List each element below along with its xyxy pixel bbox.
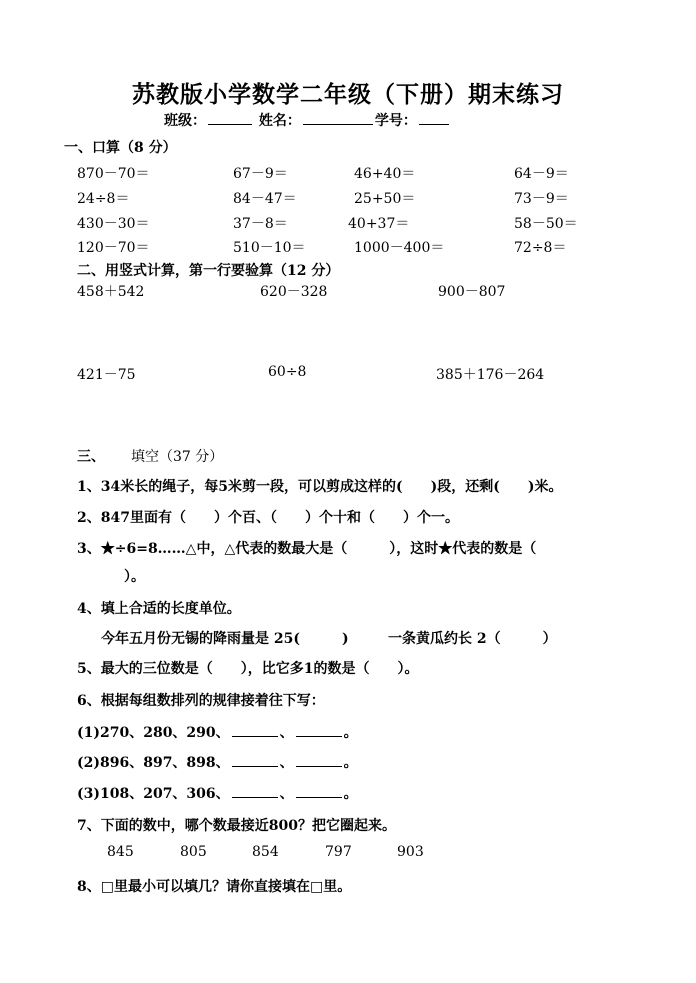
section1-heading: 一、口算（8 分）	[64, 140, 177, 156]
calc-item: 72÷8＝	[514, 240, 567, 256]
question-1: 1、34米长的绳子，每5米剪一段，可以剪成这样的( )段，还剩( )米。	[77, 479, 563, 495]
question-7: 7、下面的数中，哪个数最接近800？把它圈起来。	[77, 818, 396, 834]
sequence-blank[interactable]	[296, 724, 342, 737]
section3-heading-text: 填空（37 分）	[131, 449, 224, 465]
calc-item: 870－70＝	[77, 166, 150, 182]
sequence-1-start: (1)270、280、290、	[77, 725, 230, 741]
name-blank[interactable]	[303, 112, 373, 125]
class-label: 班级：	[164, 113, 206, 129]
question-2: 2、847里面有（ ）个百、（ ）个十和（ ）个一。	[77, 510, 459, 526]
question-5: 5、最大的三位数是（ ），比它多1的数是（ ）。	[77, 661, 419, 677]
sequence-1	[77, 722, 358, 742]
calc-item: 430－30＝	[77, 216, 150, 232]
vertical-calc-item: 620－328	[260, 284, 328, 300]
vertical-calc-item: 421－75	[77, 367, 136, 383]
sequence-separator: 、	[279, 755, 294, 771]
choice-number[interactable]: 805	[180, 844, 207, 860]
calc-item: 24÷8＝	[77, 191, 130, 207]
sequence-3-start: (3)108、207、306、	[77, 786, 230, 802]
question-3: 3、★÷6=8……△中，△代表的数最大是（ ），这时★代表的数是（	[77, 541, 537, 557]
calc-item: 40+37＝	[348, 216, 410, 232]
vertical-calc-item: 385＋176－264	[436, 367, 545, 383]
question-4-part-b: 一条黄瓜约长 2（ ）	[388, 631, 557, 647]
question-8: 8、□里最小可以填几？请你直接填在□里。	[77, 879, 352, 895]
student-info-line	[164, 110, 451, 130]
name-label: 姓名：	[258, 113, 301, 129]
calc-item: 510－10＝	[233, 240, 306, 256]
sequence-separator: 、	[279, 786, 294, 802]
sequence-2-start: (2)896、897、898、	[77, 755, 230, 771]
vertical-calc-item: 458＋542	[77, 284, 145, 300]
sequence-blank[interactable]	[232, 724, 278, 737]
calc-item: 64－9＝	[514, 166, 569, 182]
question-3-continued: ）。	[124, 569, 145, 585]
section3-heading-number: 三、	[77, 449, 105, 465]
question-6: 6、根据每组数排列的规律接着往下写：	[77, 693, 325, 709]
calc-item: 84－47＝	[233, 191, 297, 207]
question-4: 4、填上合适的长度单位。	[77, 601, 241, 617]
choice-number[interactable]: 845	[107, 844, 134, 860]
calc-item: 1000－400＝	[354, 240, 445, 256]
calc-item: 37－8＝	[233, 216, 288, 232]
page-title: 苏教版小学数学二年级（下册）期末练习	[132, 81, 564, 108]
calc-item: 120－70＝	[77, 240, 150, 256]
sequence-separator: 、	[279, 725, 294, 741]
calc-item: 25+50＝	[354, 191, 416, 207]
section2-heading: 二、用竖式计算，第一行要验算（12 分）	[77, 263, 340, 279]
calc-item: 58－50＝	[514, 216, 578, 232]
sequence-blank[interactable]	[232, 754, 278, 767]
sequence-blank[interactable]	[232, 785, 278, 798]
sequence-end: 。	[343, 725, 358, 741]
choice-number[interactable]: 797	[325, 844, 352, 860]
class-blank[interactable]	[208, 112, 252, 125]
sequence-blank[interactable]	[296, 754, 342, 767]
sequence-end: 。	[343, 786, 358, 802]
calc-item: 46+40＝	[354, 166, 416, 182]
sequence-end: 。	[343, 755, 358, 771]
sequence-blank[interactable]	[296, 785, 342, 798]
sequence-2	[77, 752, 358, 772]
choice-number[interactable]: 854	[252, 844, 279, 860]
number-label: 学号：	[374, 113, 417, 129]
vertical-calc-item: 60÷8	[268, 364, 307, 380]
question-4-part-a: 今年五月份无锡的降雨量是 25( )	[101, 631, 349, 647]
sequence-3	[77, 783, 358, 803]
vertical-calc-item: 900－807	[438, 284, 506, 300]
choice-number[interactable]: 903	[397, 844, 424, 860]
calc-item: 73－9＝	[514, 191, 569, 207]
calc-item: 67－9＝	[233, 166, 288, 182]
number-blank[interactable]	[419, 112, 449, 125]
